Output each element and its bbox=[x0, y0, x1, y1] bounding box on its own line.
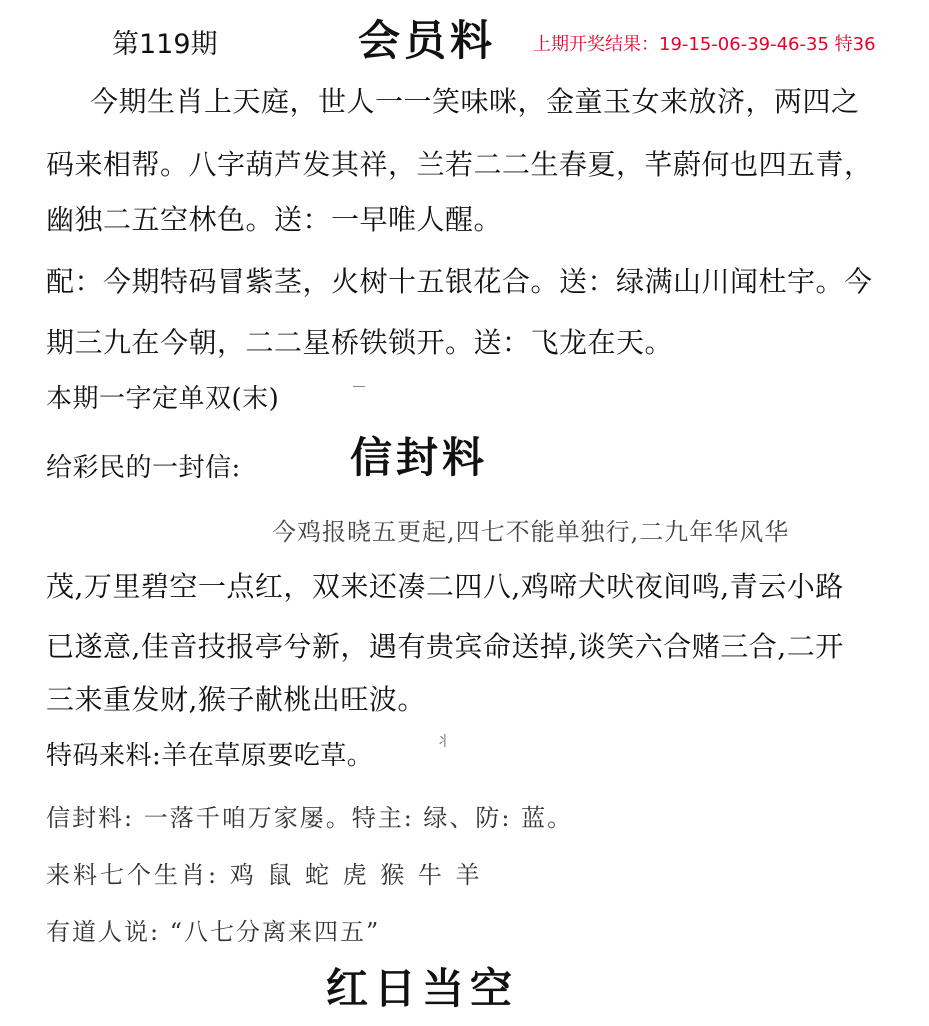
letter-line-4: 三来重发财,猴子献桃出旺波。 bbox=[46, 683, 426, 716]
zodiac-list: 来料七个生肖: 鸡 鼠 蛇 虎 猴 牛 羊 bbox=[46, 861, 483, 889]
member-line-4: 配：今期特码冒紫茎，火树十五银花合。送：绿满山川闻杜宇。今 bbox=[46, 265, 873, 298]
saying: 有道人说: “八七分离来四五” bbox=[46, 918, 381, 946]
letter-line-2: 茂,万里碧空一点红，双来还凑二四八,鸡啼犬吠夜间鸣,青云小路 bbox=[46, 570, 844, 603]
member-line-1: 今期生肖上天庭，世人一一笑味咪，金童玉女来放济，两四之 bbox=[90, 85, 860, 118]
letter-line-3: 已遂意,佳音技报亭兮新，遇有贵宾命送掉,谈笑六合赌三合,二开 bbox=[46, 630, 844, 663]
letter-intro: 给彩民的一封信: bbox=[46, 453, 241, 483]
letter-line-1: 今鸡报晓五更起,四七不能单独行,二九年华风华 bbox=[272, 518, 790, 546]
member-line-5: 期三九在今朝，二二星桥铁锁开。送：飞龙在天。 bbox=[46, 326, 674, 359]
last-draw-result: 上期开奖结果：19-15-06-39-46-35 特36 bbox=[533, 34, 876, 55]
special-code-hint: 特码来料:羊在草原要吃草。 bbox=[46, 741, 374, 771]
odd-even-hint: 本期一字定单双(末) bbox=[46, 384, 280, 414]
envelope-item: 信封料: 一落千咱万家屡。特主: 绿、防: 蓝。 bbox=[46, 804, 574, 832]
stray-mark-glyph: 丬 bbox=[436, 734, 450, 750]
envelope-section-title: 信封料 bbox=[350, 433, 489, 482]
footer-title: 红日当空 bbox=[326, 964, 519, 1013]
issue-number: 第119期 bbox=[112, 29, 218, 60]
member-section-title: 会员料 bbox=[358, 16, 497, 65]
member-line-2: 码来相帮。八字葫芦发其祥，兰若二二生春夏，芊蔚何也四五青， bbox=[46, 148, 873, 181]
member-line-3: 幽独二五空林色。送：一早唯人醒。 bbox=[46, 203, 503, 236]
stray-mark-dash bbox=[353, 386, 365, 387]
